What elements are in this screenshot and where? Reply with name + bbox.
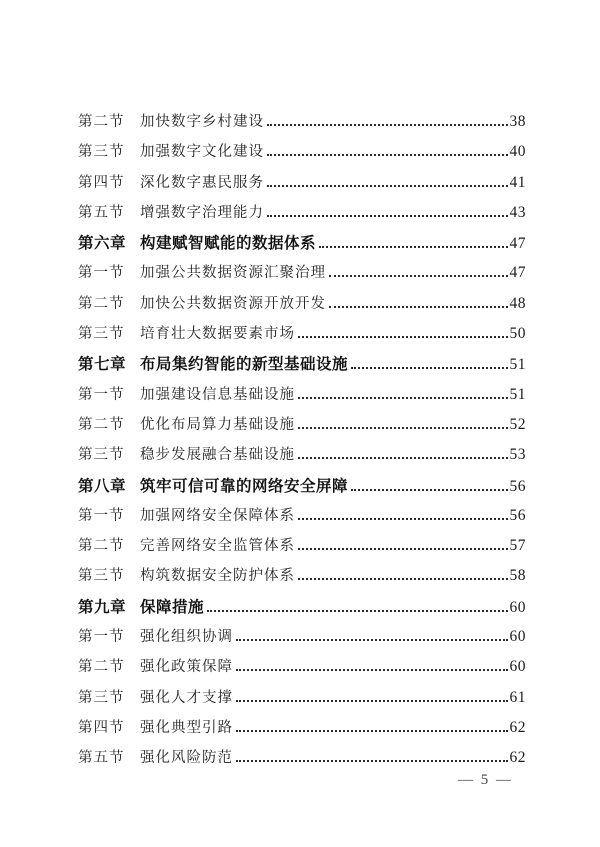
dot-leader (236, 718, 508, 732)
dot-leader (298, 506, 508, 520)
toc-entry-title: 加强公共数据资源汇聚治理 (140, 265, 326, 282)
dot-leader (267, 112, 508, 126)
toc-entry-label: 第一节 (78, 507, 125, 524)
toc-entry-label: 第三节 (78, 326, 125, 343)
toc-entry (78, 564, 526, 594)
toc-entry-label: 第一节 (78, 265, 125, 282)
dot-leader (267, 173, 508, 187)
toc-entry (78, 474, 526, 504)
toc-entry-page: 60 (509, 628, 526, 646)
toc-entry-page: 52 (509, 415, 526, 433)
table-of-contents (78, 110, 526, 777)
toc-entry-title: 筑牢可信可靠的网络安全屏障 (140, 477, 349, 495)
toc-entry-title: 构筑数据安全防护体系 (140, 568, 295, 585)
dot-leader (329, 263, 508, 277)
dot-leader (298, 415, 508, 429)
toc-entry (78, 716, 526, 746)
toc-entry (78, 625, 526, 655)
toc-entry-page: 51 (509, 356, 526, 374)
toc-entry-title: 加快数字乡村建设 (140, 114, 264, 130)
toc-entry (78, 686, 526, 716)
toc-entry-label: 第八章 (78, 477, 127, 495)
dot-leader (298, 445, 508, 459)
toc-entry-page: 60 (509, 658, 526, 676)
toc-entry-label: 第四节 (78, 174, 125, 191)
toc-entry-page: 51 (509, 385, 526, 403)
toc-entry (78, 534, 526, 564)
toc-entry-title: 优化布局算力基础设施 (140, 416, 295, 433)
toc-entry-label: 第七章 (78, 356, 127, 374)
toc-entry-page: 50 (509, 325, 526, 343)
toc-entry-title: 稳步发展融合基础设施 (140, 447, 295, 464)
toc-entry-label: 第二节 (78, 295, 125, 312)
toc-entry (78, 322, 526, 352)
dot-leader (236, 748, 508, 762)
toc-entry-title: 加强网络安全保障体系 (140, 507, 295, 524)
toc-entry-label: 第三节 (78, 568, 125, 585)
toc-entry (78, 231, 526, 261)
toc-entry-title: 完善网络安全监管体系 (140, 538, 295, 555)
toc-entry-title: 加强数字文化建设 (140, 144, 264, 161)
toc-entry (78, 292, 526, 322)
toc-entry-page: 58 (509, 567, 526, 585)
toc-entry-title: 布局集约智能的新型基础设施 (140, 356, 349, 374)
toc-entry (78, 261, 526, 291)
page-number: — 5 — (458, 772, 513, 788)
toc-entry-title: 加快公共数据资源开放开发 (140, 295, 326, 312)
dot-leader (298, 566, 508, 580)
toc-entry-page: 41 (509, 173, 526, 191)
toc-entry-label: 第三节 (78, 144, 125, 161)
toc-entry-page: 53 (509, 446, 526, 464)
toc-entry-title: 强化人才支撑 (140, 689, 233, 706)
dot-leader (236, 627, 508, 641)
toc-entry-title: 加强建设信息基础设施 (140, 386, 295, 403)
toc-entry-title: 增强数字治理能力 (140, 204, 264, 221)
toc-entry (78, 110, 526, 140)
toc-entry-title: 强化组织协调 (140, 629, 233, 646)
toc-entry-label: 第一节 (78, 386, 125, 403)
toc-entry-page: 61 (509, 688, 526, 706)
dot-leader (319, 234, 507, 248)
toc-entry (78, 171, 526, 201)
toc-entry-title: 强化风险防范 (140, 750, 233, 767)
toc-entry-page: 62 (509, 718, 526, 736)
toc-entry (78, 595, 526, 625)
toc-entry-label: 第二节 (78, 538, 125, 555)
toc-entry (78, 140, 526, 170)
toc-entry-label: 第五节 (78, 750, 125, 767)
toc-entry-label: 第四节 (78, 719, 125, 736)
dot-leader (298, 385, 508, 399)
toc-entry-label: 第二节 (78, 416, 125, 433)
toc-entry-label: 第五节 (78, 204, 125, 221)
toc-entry-label: 第六章 (78, 235, 127, 253)
toc-entry-label: 第一节 (78, 629, 125, 646)
toc-entry-title: 强化政策保障 (140, 659, 233, 676)
toc-entry-page: 47 (509, 235, 526, 253)
toc-entry (78, 383, 526, 413)
dot-leader (236, 688, 508, 702)
toc-entry-page: 47 (509, 264, 526, 282)
toc-entry-page: 56 (509, 506, 526, 524)
dot-leader (236, 657, 508, 671)
toc-entry-title: 保障措施 (140, 598, 205, 616)
toc-entry-page: 56 (509, 477, 526, 495)
toc-entry (78, 504, 526, 534)
toc-entry-page: 40 (509, 143, 526, 161)
toc-entry-title: 构建赋智赋能的数据体系 (140, 235, 317, 253)
dot-leader (351, 477, 507, 491)
toc-entry (78, 352, 526, 382)
dot-leader (329, 294, 508, 308)
dot-leader (298, 536, 508, 550)
dot-leader (298, 324, 508, 338)
toc-entry (78, 201, 526, 231)
dot-leader (267, 203, 508, 217)
toc-entry-title: 深化数字惠民服务 (140, 174, 264, 191)
toc-entry-label: 第九章 (78, 598, 127, 616)
dot-leader (207, 598, 507, 612)
dot-leader (351, 355, 507, 369)
toc-entry-title: 强化典型引路 (140, 719, 233, 736)
toc-entry-label: 第三节 (78, 689, 125, 706)
toc-entry-page: 38 (509, 113, 526, 130)
toc-entry-label: 第二节 (78, 659, 125, 676)
toc-entry-page: 48 (509, 294, 526, 312)
toc-entry (78, 655, 526, 685)
toc-entry-page: 60 (509, 598, 526, 616)
toc-entry-label: 第三节 (78, 447, 125, 464)
toc-entry-page: 62 (509, 749, 526, 767)
toc-entry-page: 57 (509, 537, 526, 555)
toc-entry (78, 413, 526, 443)
toc-entry (78, 443, 526, 473)
dot-leader (267, 142, 508, 156)
toc-entry-title: 培育壮大数据要素市场 (140, 326, 295, 343)
toc-entry-page: 43 (509, 203, 526, 221)
toc-entry-label: 第二节 (78, 114, 125, 130)
